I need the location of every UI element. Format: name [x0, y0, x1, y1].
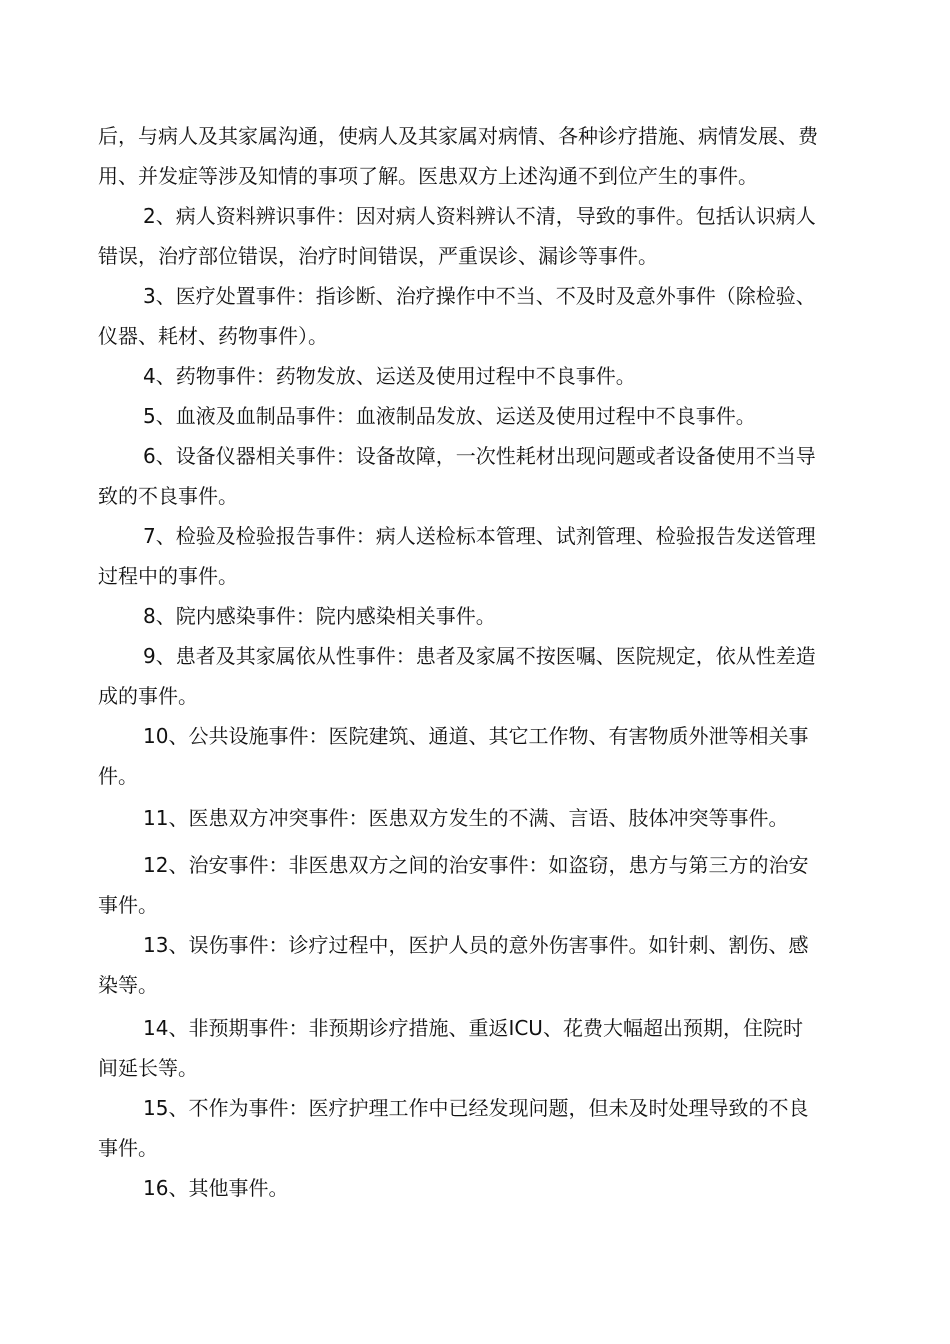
paragraph-line: 仪器、耗材、药物事件）。 — [98, 324, 328, 348]
paragraph-line: 用、并发症等涉及知情的事项了解。医患双方上述沟通不到位产生的事件。 — [98, 164, 758, 188]
paragraph-line: 6、设备仪器相关事件：设备故障，一次性耗材出现问题或者设备使用不当导 — [143, 444, 816, 468]
paragraph-line: 12、治安事件：非医患双方之间的治安事件：如盗窃，患方与第三方的治安 — [143, 853, 809, 877]
paragraph-line: 事件。 — [98, 1136, 158, 1160]
paragraph-line: 成的事件。 — [98, 684, 198, 708]
paragraph-line: 10、公共设施事件：医院建筑、通道、其它工作物、有害物质外泄等相关事 — [143, 724, 809, 748]
paragraph-line: 件。 — [98, 764, 138, 788]
paragraph-line: 后，与病人及其家属沟通，使病人及其家属对病情、各种诊疗措施、病情发展、费 — [98, 124, 818, 148]
paragraph-line: 致的不良事件。 — [98, 484, 238, 508]
paragraph-line: 16、其他事件。 — [143, 1176, 289, 1200]
paragraph-line: 9、患者及其家属依从性事件：患者及家属不按医嘱、医院规定，依从性差造 — [143, 644, 816, 668]
paragraph-line: 11、医患双方冲突事件：医患双方发生的不满、言语、肢体冲突等事件。 — [143, 806, 789, 830]
paragraph-line: 3、医疗处置事件：指诊断、治疗操作中不当、不及时及意外事件（除检验、 — [143, 284, 816, 308]
paragraph-line: 14、非预期事件：非预期诊疗措施、重返ICU、花费大幅超出预期，住院时 — [143, 1016, 803, 1040]
paragraph-line: 4、药物事件：药物发放、运送及使用过程中不良事件。 — [143, 364, 636, 388]
paragraph-line: 13、误伤事件：诊疗过程中，医护人员的意外伤害事件。如针刺、割伤、感 — [143, 933, 809, 957]
paragraph-line: 7、检验及检验报告事件：病人送检标本管理、试剂管理、检验报告发送管理 — [143, 524, 816, 548]
paragraph-line: 错误，治疗部位错误，治疗时间错误，严重误诊、漏诊等事件。 — [98, 244, 658, 268]
paragraph-line: 过程中的事件。 — [98, 564, 238, 588]
paragraph-line: 间延长等。 — [98, 1056, 198, 1080]
paragraph-line: 15、不作为事件：医疗护理工作中已经发现问题，但未及时处理导致的不良 — [143, 1096, 809, 1120]
paragraph-line: 8、院内感染事件：院内感染相关事件。 — [143, 604, 496, 628]
paragraph-line: 染等。 — [98, 973, 158, 997]
paragraph-line: 事件。 — [98, 893, 158, 917]
paragraph-line: 5、血液及血制品事件：血液制品发放、运送及使用过程中不良事件。 — [143, 404, 756, 428]
paragraph-line: 2、病人资料辨识事件：因对病人资料辨认不清，导致的事件。包括认识病人 — [143, 204, 816, 228]
